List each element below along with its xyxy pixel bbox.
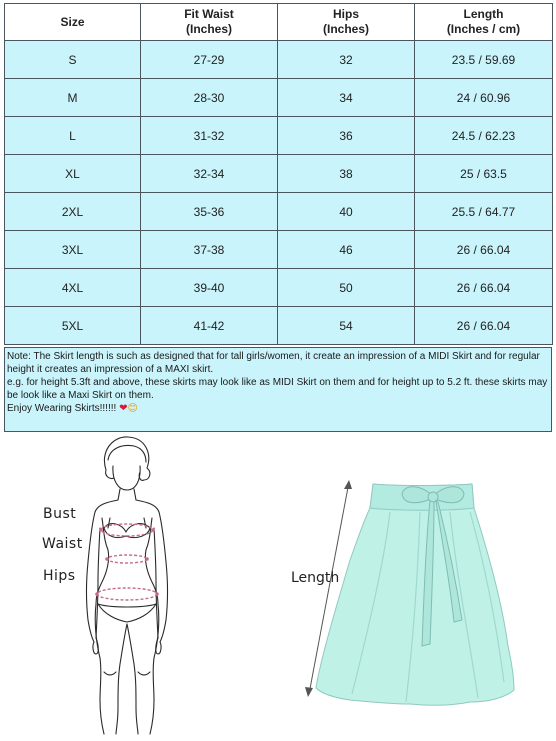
cell-hips: 36 [278,117,415,155]
table-row [5,79,553,117]
waist-label: Waist [42,536,83,552]
table-row [5,155,553,193]
size-note [4,347,552,432]
header-size: Size [5,4,141,41]
cell-length: 24 / 60.96 [415,79,553,117]
cell-length: 25 / 63.5 [415,155,553,193]
cell-length: 26 / 66.04 [415,231,553,269]
table-row [5,41,553,79]
cell-hips: 40 [278,193,415,231]
skirt-shape [316,484,514,705]
header-fit-waist: Fit Waist (Inches) [141,4,278,41]
cell-size: 3XL [5,231,141,269]
cell-fit-waist: 37-38 [141,231,278,269]
cell-fit-waist: 39-40 [141,269,278,307]
smile-emoji-icon: 😊 [127,403,138,414]
note-line-1: Note: The Skirt length is such as designed that for tall girls/women, it create an impression of a MIDI Skirt and for regular height it creates an impression of a MAXI skirt. [7,351,540,375]
cell-length: 26 / 66.04 [415,269,553,307]
note-line-2: e.g. for height 5.3ft and above, these skirts may look like as MIDI Skirt on them and for height up to 5.2 ft. these skirts may be look like a Maxi Skirt on them. [7,377,548,401]
cell-size: 4XL [5,269,141,307]
cell-hips: 50 [278,269,415,307]
skirt-illustration [0,432,556,741]
cell-length: 24.5 / 62.23 [415,117,553,155]
cell-hips: 46 [278,231,415,269]
bust-label: Bust [43,506,77,522]
note-line-3: Enjoy Wearing Skirts!!!!!! ❤😊 [7,403,138,414]
cell-length: 23.5 / 59.69 [415,41,553,79]
table-row [5,193,553,231]
cell-fit-waist: 28-30 [141,79,278,117]
cell-fit-waist: 35-36 [141,193,278,231]
cell-size: L [5,117,141,155]
size-chart-table [4,3,553,345]
header-hips: Hips (Inches) [278,4,415,41]
cell-size: S [5,41,141,79]
cell-size: 2XL [5,193,141,231]
cell-fit-waist: 27-29 [141,41,278,79]
table-header-row [5,4,553,41]
cell-hips: 38 [278,155,415,193]
table-row [5,269,553,307]
cell-length: 25.5 / 64.77 [415,193,553,231]
length-label: Length [291,570,340,586]
cell-length: 26 / 66.04 [415,307,553,345]
cell-fit-waist: 31-32 [141,117,278,155]
cell-fit-waist: 32-34 [141,155,278,193]
table-row [5,117,553,155]
cell-size: XL [5,155,141,193]
cell-fit-waist: 41-42 [141,307,278,345]
cell-size: 5XL [5,307,141,345]
cell-hips: 34 [278,79,415,117]
table-row [5,231,553,269]
illustration-area [0,432,556,741]
header-length: Length (Inches / cm) [415,4,553,41]
heart-icon: ❤ [119,403,128,414]
hips-label: Hips [43,568,76,584]
table-row [5,307,553,345]
cell-size: M [5,79,141,117]
cell-hips: 32 [278,41,415,79]
cell-hips: 54 [278,307,415,345]
